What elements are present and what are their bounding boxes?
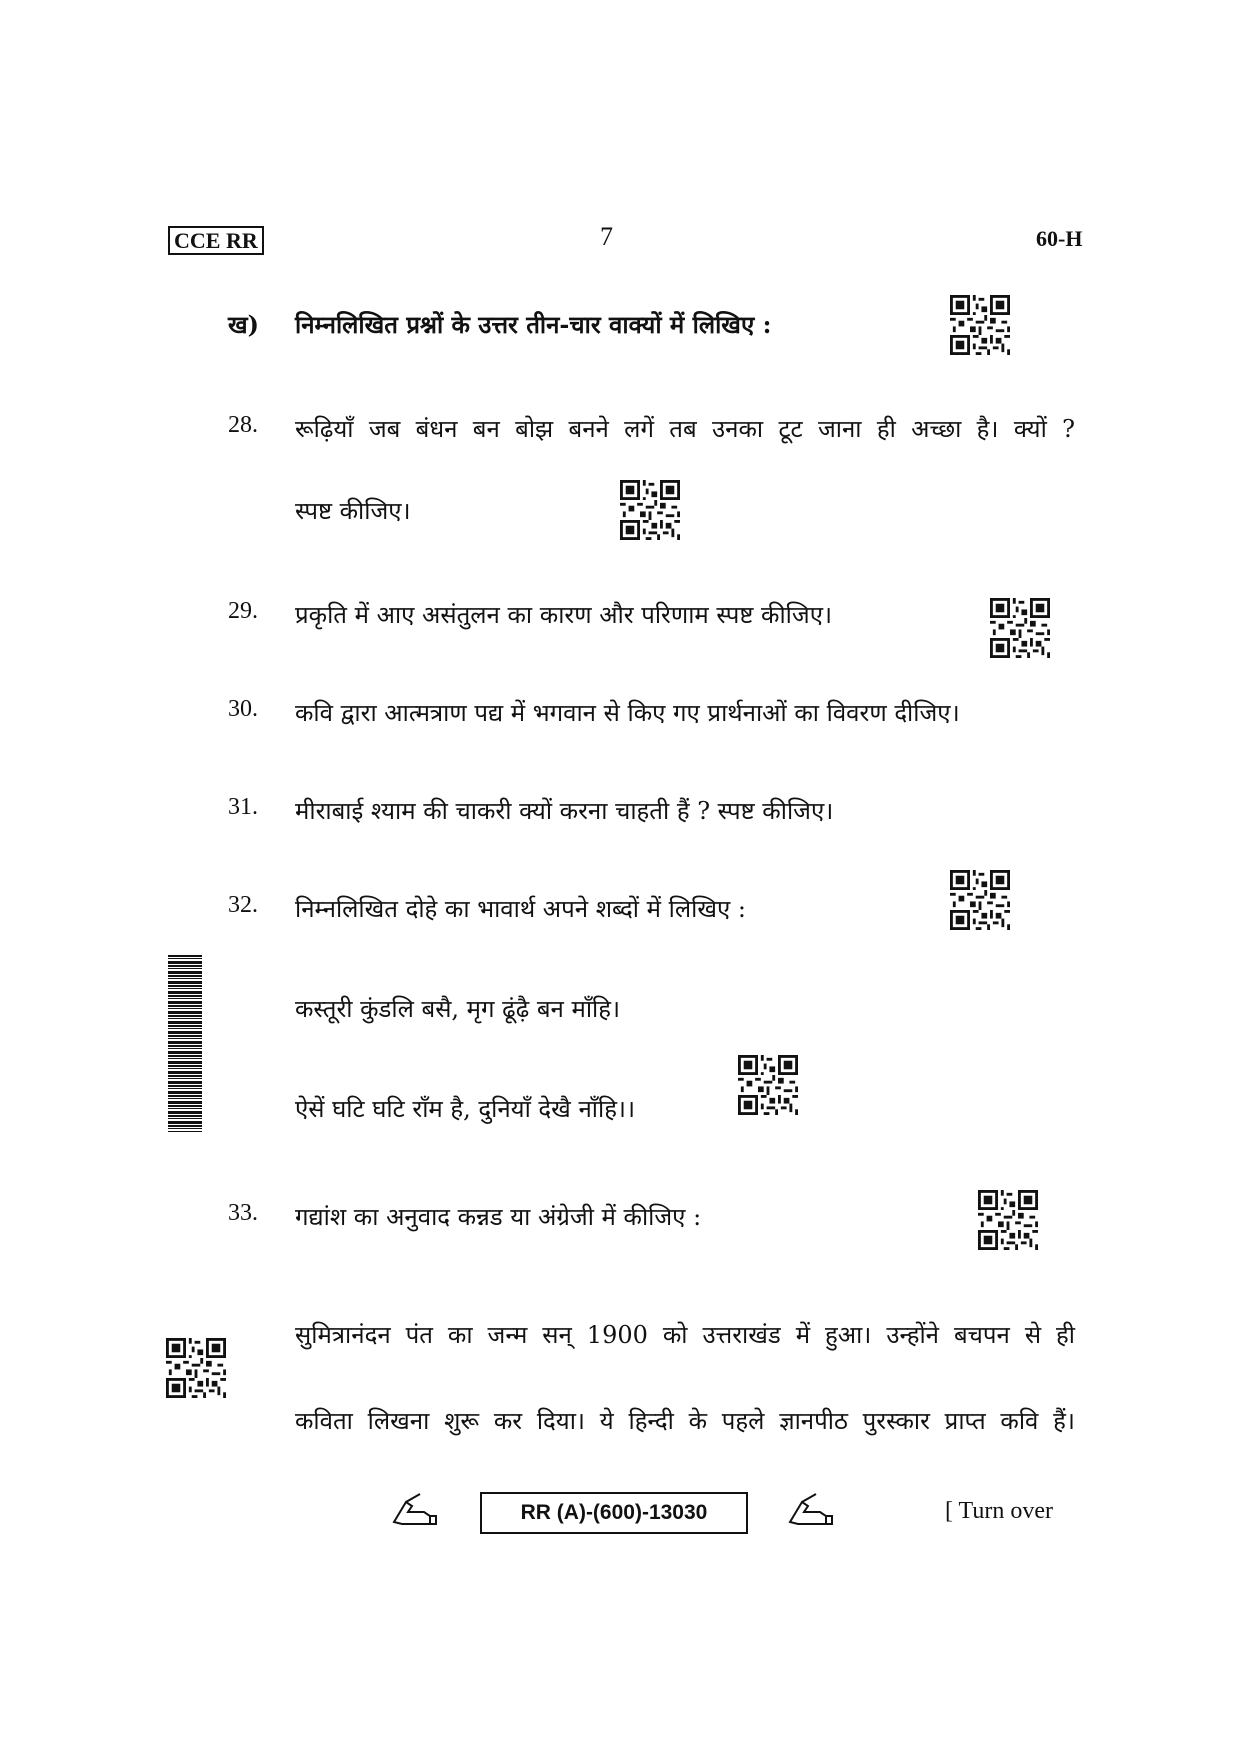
question-text-continued: स्पष्ट कीजिए। [295, 497, 411, 525]
barcode-icon [168, 955, 202, 1132]
qr-code-icon [166, 1338, 226, 1398]
question-number: 30. [228, 696, 258, 722]
writing-hand-icon [786, 1492, 834, 1528]
question-number: 31. [228, 794, 258, 820]
question-text: कवि द्वारा आत्मत्राण पद्य में भगवान से किए गए प्रार्थनाओं का विवरण दीजिए। [295, 699, 960, 727]
question-number: 32. [228, 892, 258, 918]
passage-line: कविता लिखना शुरू कर दिया। ये हिन्दी के पहले ज्ञानपीठ पुरस्कार प्राप्त कवि हैं। [295, 1407, 1075, 1435]
question-number: 28. [228, 412, 258, 438]
footer-code-box: RR (A)-(600)-13030 [480, 1492, 748, 1534]
qr-code-icon [950, 870, 1010, 930]
page-number: 7 [600, 222, 613, 251]
question-text: रूढ़ियाँ जब बंधन बन बोझ बनने लगें तब उनका टूट जाना ही अच्छा है। क्यों ? [295, 415, 1075, 443]
passage-line: सुमित्रानंदन पंत का जन्म सन् 1900 को उत्तराखंड में हुआ। उन्होंने बचपन से ही [295, 1321, 1075, 1349]
question-text: प्रकृति में आए असंतुलन का कारण और परिणाम स्पष्ट कीजिए। [295, 601, 833, 629]
verse-line: ऐसें घटि घटि राँम है, दुनियाँ देखै नाँहि।। [295, 1095, 636, 1123]
writing-hand-icon [390, 1492, 438, 1528]
question-number: 29. [228, 598, 258, 624]
question-text: निम्नलिखित दोहे का भावार्थ अपने शब्दों में लिखिए : [295, 895, 746, 923]
qr-code-icon [620, 480, 680, 540]
verse-line: कस्तूरी कुंडलि बसै, मृग ढूंढ़ै बन माँहि। [295, 995, 621, 1023]
section-instruction: निम्नलिखित प्रश्नों के उत्तर तीन-चार वाक्यों में लिखिए : [295, 310, 772, 339]
qr-code-icon [738, 1055, 798, 1115]
question-text: गद्यांश का अनुवाद कन्नड या अंग्रेजी में कीजिए : [295, 1203, 702, 1231]
qr-code-icon [990, 598, 1050, 658]
exam-code-box: CCE RR [168, 226, 264, 255]
question-text: मीराबाई श्याम की चाकरी क्यों करना चाहती हैं ? स्पष्ट कीजिए। [295, 797, 834, 825]
qr-code-icon [950, 295, 1010, 355]
section-label: ख) [228, 310, 259, 339]
question-number: 33. [228, 1200, 258, 1226]
qr-code-icon [978, 1190, 1038, 1250]
turn-over-note: [ Turn over [945, 1498, 1054, 1524]
paper-code: 60-H [1036, 226, 1083, 251]
